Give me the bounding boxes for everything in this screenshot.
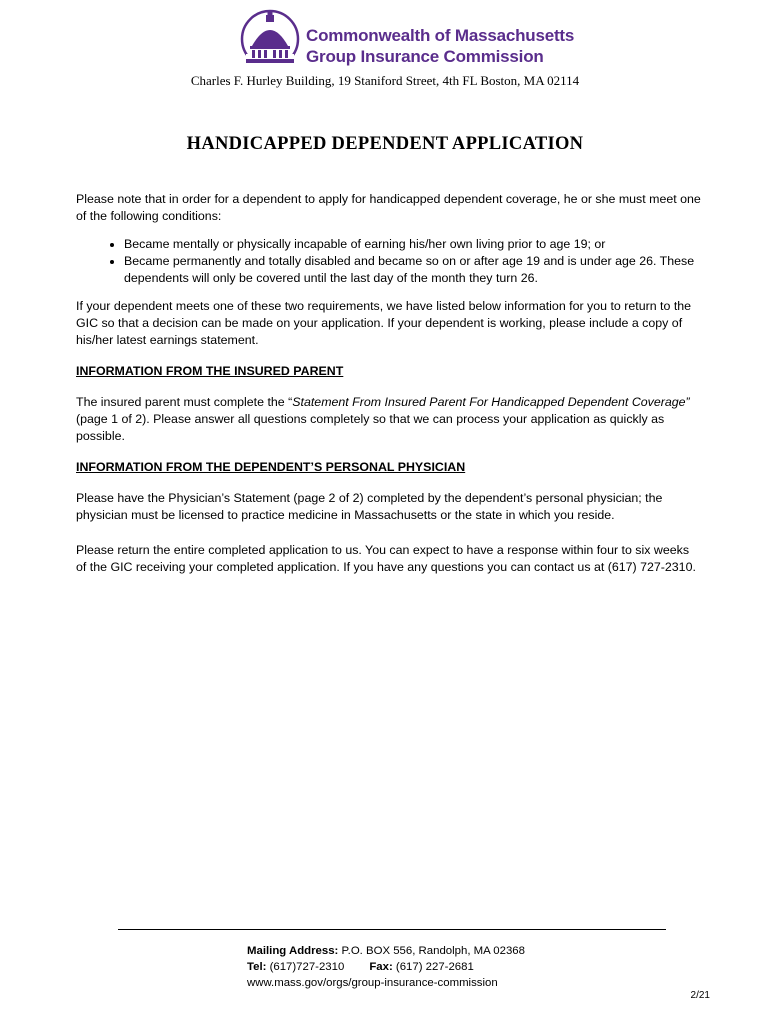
closing-paragraph: Please return the entire completed application to us. You can expect to have a response within four to six weeks of the GIC receiving your completed application. If you have any questions you can contact us at (617) 727-2310. (76, 543, 696, 574)
conditions-list (76, 236, 701, 287)
contact-line (247, 959, 525, 975)
insured-parent-text-before: The insured parent must complete the “ (76, 395, 293, 409)
form-title: Statement From Insured Parent For Handicapped Dependent Coverage” (292, 395, 690, 409)
physician-paragraph: Please have the Physician’s Statement (page 2 of 2) completed by the dependent’s personal physician; the physician must be licensed to practice medicine in Massachusetts or the state in which you reside. (76, 491, 663, 522)
tel-label: Tel: (247, 961, 267, 973)
intro-paragraph: Please note that in order for a dependent to apply for handicapped dependent coverage, he or she must meet one of the following conditions: (76, 192, 701, 223)
mailing-value: P.O. BOX 556, Randolph, MA 02368 (338, 945, 525, 957)
insured-parent-heading: INFORMATION FROM THE INSURED PARENT (76, 364, 344, 378)
page-number: 2/21 (690, 990, 710, 1001)
condition-item: • Became mentally or physically incapable of earning his/her own living prior to age 19; or (124, 236, 701, 253)
logo-line-1: Commonwealth of Massachusetts (306, 26, 575, 45)
mailing-address (247, 943, 525, 959)
condition-item: • Became permanently and totally disabled and became so on or after age 19 and is under age 26. These dependents will only be covered until the last day of the month they turn 26. (124, 253, 701, 287)
physician-heading: INFORMATION FROM THE DEPENDENT’S PERSONAL PHYSICIAN (76, 460, 466, 474)
footer (247, 943, 525, 991)
logo-line-2: Group Insurance Commission (306, 47, 544, 66)
fax-value: (617) 227-2681 (392, 961, 474, 973)
document-body (76, 191, 701, 576)
website-link[interactable]: www.mass.gov/orgs/group-insurance-commission (247, 977, 498, 989)
fax-label: Fax: (369, 961, 393, 973)
requirements-paragraph: If your dependent meets one of these two requirements, we have listed below information for you to return to the GIC so that a decision can be made on your application. If your dependent is working, please include a copy of his/her latest earnings statement. (76, 299, 692, 347)
page-title: HANDICAPPED DEPENDENT APPLICATION (186, 134, 584, 154)
insured-parent-text-after: (page 1 of 2). Please answer all questions completely so that we can process your application as quickly as possible. (76, 412, 665, 443)
office-address: Charles F. Hurley Building, 19 Staniford Street, 4th FL Boston, MA 02114 (190, 73, 580, 88)
state-house-dome-icon (238, 6, 302, 68)
mailing-label: Mailing Address: (247, 945, 339, 957)
footer-divider (118, 929, 666, 930)
gic-logo (238, 6, 575, 68)
insured-parent-paragraph (76, 394, 701, 445)
tel-value: (617)727-2310 (266, 961, 345, 973)
